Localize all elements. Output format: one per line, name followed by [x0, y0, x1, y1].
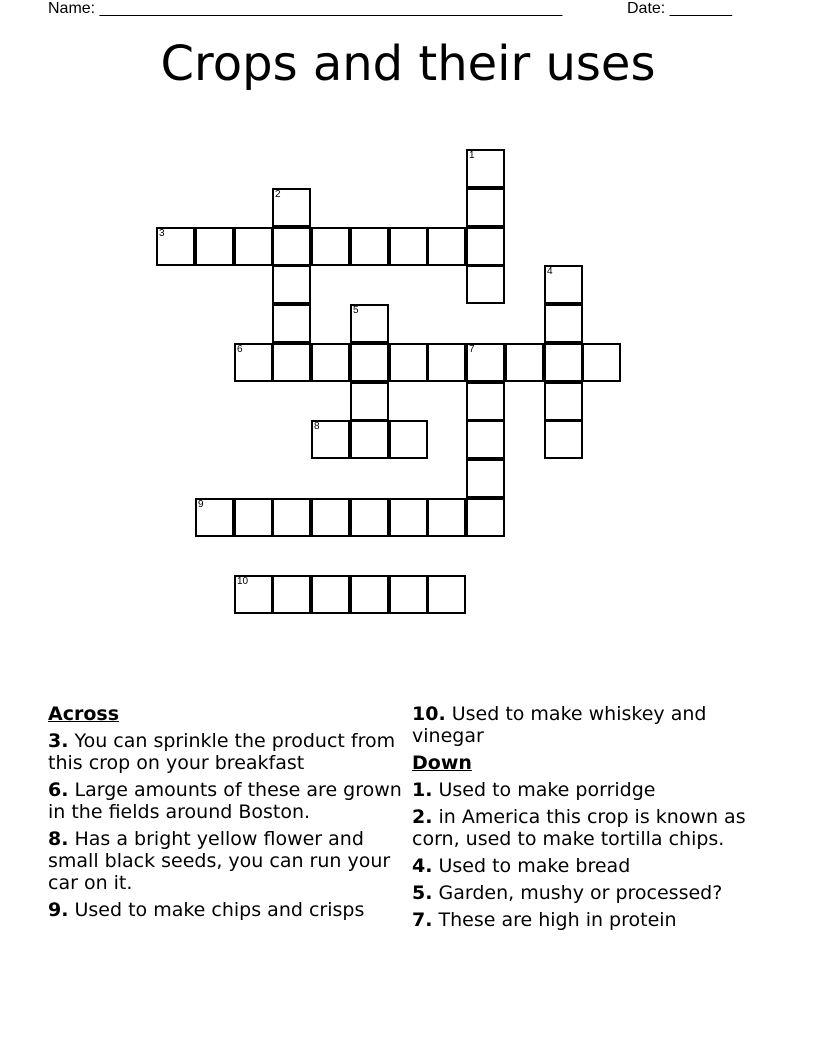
grid-cell[interactable] [466, 188, 505, 227]
grid-cell[interactable] [466, 498, 505, 537]
grid-cell[interactable] [350, 575, 389, 614]
date-field-label[interactable]: Date: _______ [627, 0, 732, 17]
clue-across-8 [48, 828, 408, 894]
grid-cell[interactable] [389, 498, 428, 537]
grid-cell[interactable] [272, 575, 311, 614]
clue-number: 5. [412, 882, 433, 904]
down-heading: Down [412, 752, 472, 774]
clues-right-column [412, 703, 762, 936]
clue-text: Used to make bread [438, 855, 631, 877]
grid-cell-number: 6 [237, 344, 243, 355]
clue-text: These are high in protein [438, 909, 677, 931]
grid-cell-number: 9 [198, 499, 204, 510]
grid-cell[interactable] [544, 343, 583, 382]
clue-across-10 [412, 703, 762, 747]
grid-cell[interactable] [311, 420, 350, 459]
grid-cell[interactable] [350, 304, 389, 343]
grid-cell-number: 1 [469, 150, 475, 161]
clue-across-9 [48, 899, 408, 921]
clue-text: You can sprinkle the product from this crop on your breakfast [48, 730, 396, 774]
grid-cell-number: 2 [275, 189, 281, 200]
clue-text: Used to make whiskey and vinegar [412, 703, 707, 747]
clue-down-7 [412, 909, 762, 931]
clue-down-5 [412, 882, 762, 904]
grid-cell[interactable] [544, 420, 583, 459]
clue-number: 3. [48, 730, 69, 752]
clue-text: Used to make porridge [438, 779, 656, 801]
clue-down-1 [412, 779, 762, 801]
grid-cell[interactable] [272, 304, 311, 343]
clue-text: Used to make chips and crisps [74, 899, 365, 921]
grid-cell[interactable] [350, 382, 389, 421]
grid-cell[interactable] [466, 227, 505, 266]
grid-cell[interactable] [466, 382, 505, 421]
grid-cell[interactable] [582, 343, 621, 382]
grid-cell[interactable] [427, 227, 466, 266]
clue-text: Large amounts of these are grown in the fields around Boston. [48, 779, 402, 823]
clue-number: 9. [48, 899, 69, 921]
clues-left-column [48, 703, 408, 926]
grid-cell[interactable] [234, 343, 273, 382]
grid-cell[interactable] [505, 343, 544, 382]
grid-cell[interactable] [311, 498, 350, 537]
clue-across-3 [48, 730, 408, 774]
grid-cell-number: 7 [469, 344, 475, 355]
grid-cell[interactable] [156, 227, 195, 266]
clue-number: 10. [412, 703, 446, 725]
grid-cell[interactable] [311, 343, 350, 382]
grid-cell[interactable] [195, 498, 234, 537]
grid-cell[interactable] [350, 343, 389, 382]
clue-down-2 [412, 806, 762, 850]
grid-cell[interactable] [389, 227, 428, 266]
grid-cell[interactable] [544, 265, 583, 304]
grid-cell[interactable] [389, 575, 428, 614]
grid-cell[interactable] [544, 382, 583, 421]
grid-cell[interactable] [234, 575, 273, 614]
grid-cell[interactable] [389, 343, 428, 382]
clue-number: 6. [48, 779, 69, 801]
grid-cell[interactable] [427, 343, 466, 382]
grid-cell-number: 3 [159, 228, 165, 239]
clue-number: 2. [412, 806, 433, 828]
clue-text: Has a bright yellow flower and small black seeds, you can run your car on it. [48, 828, 391, 894]
grid-cell[interactable] [272, 227, 311, 266]
grid-cell[interactable] [389, 420, 428, 459]
grid-cell[interactable] [272, 343, 311, 382]
across-heading: Across [48, 703, 120, 725]
grid-cell[interactable] [311, 575, 350, 614]
grid-cell[interactable] [234, 498, 273, 537]
grid-cell[interactable] [350, 227, 389, 266]
grid-cell[interactable] [544, 304, 583, 343]
grid-cell-number: 10 [237, 576, 249, 587]
clue-number: 4. [412, 855, 433, 877]
grid-cell-number: 4 [547, 266, 553, 277]
clue-down-4 [412, 855, 762, 877]
grid-cell-number: 8 [314, 421, 320, 432]
grid-cell[interactable] [466, 420, 505, 459]
grid-cell[interactable] [311, 227, 350, 266]
grid-cell[interactable] [272, 188, 311, 227]
grid-cell[interactable] [466, 343, 505, 382]
clue-text: Garden, mushy or processed? [438, 882, 723, 904]
grid-cell-number: 5 [353, 305, 359, 316]
name-field-label[interactable]: Name: ____________________________________________________ [48, 0, 563, 17]
grid-cell[interactable] [350, 498, 389, 537]
grid-cell[interactable] [466, 265, 505, 304]
clue-across-6 [48, 779, 408, 823]
clue-text: in America this crop is known as corn, used to make tortilla chips. [412, 806, 746, 850]
grid-cell[interactable] [272, 265, 311, 304]
grid-cell[interactable] [234, 227, 273, 266]
grid-cell[interactable] [350, 420, 389, 459]
grid-cell[interactable] [466, 459, 505, 498]
clue-number: 1. [412, 779, 433, 801]
grid-cell[interactable] [272, 498, 311, 537]
puzzle-title: Crops and their uses [160, 36, 656, 92]
clue-number: 7. [412, 909, 433, 931]
grid-cell[interactable] [427, 575, 466, 614]
grid-cell[interactable] [427, 498, 466, 537]
clue-number: 8. [48, 828, 69, 850]
grid-cell[interactable] [466, 149, 505, 188]
grid-cell[interactable] [195, 227, 234, 266]
